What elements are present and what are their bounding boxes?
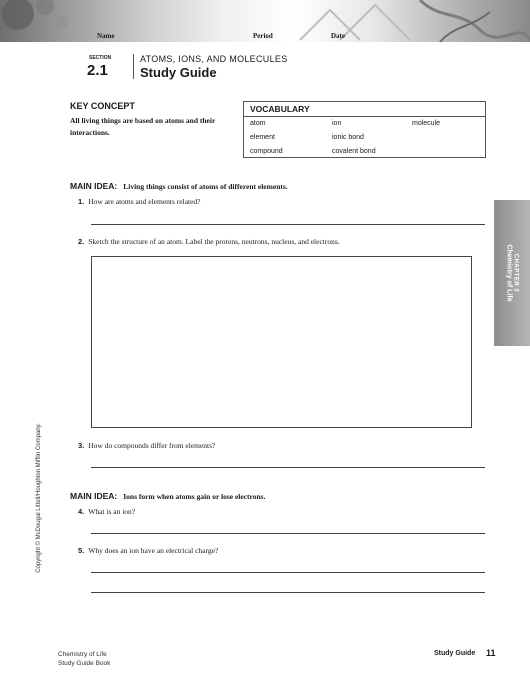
vocab-term: covalent bond — [332, 148, 376, 155]
answer-line-5b[interactable] — [91, 592, 485, 593]
main-idea-label: MAIN IDEA: — [70, 491, 118, 501]
question-text: How do compounds differ from elements? — [88, 441, 216, 450]
footer-book-info — [58, 650, 110, 668]
answer-line-1[interactable] — [91, 224, 485, 225]
vocab-term: ionic bond — [332, 134, 364, 141]
answer-line-3[interactable] — [91, 467, 485, 468]
page-title: Study Guide — [140, 65, 217, 80]
main-idea-label: MAIN IDEA: — [70, 181, 118, 191]
vocab-term: element — [250, 134, 275, 141]
vocabulary-box — [243, 101, 486, 158]
answer-line-4[interactable] — [91, 533, 485, 534]
main-idea-text: Ions form when atoms gain or lose electrons. — [123, 492, 266, 501]
question-text: Sketch the structure of an atom. Label the protons, neutrons, nucleus, and electrons. — [88, 237, 340, 246]
chapter-title: Chemistry of Life — [505, 244, 513, 302]
vocabulary-heading: VOCABULARY — [250, 104, 310, 114]
chapter-tab-text — [506, 244, 519, 301]
vocab-term: atom — [250, 120, 266, 127]
question-1 — [78, 197, 201, 206]
vocab-term: ion — [332, 120, 342, 127]
question-number: 4. — [78, 507, 85, 516]
section-number: 2.1 — [87, 62, 108, 79]
question-4 — [78, 507, 135, 516]
question-number: 1. — [78, 197, 85, 206]
question-text: What is an ion? — [88, 507, 136, 516]
section-divider — [133, 54, 134, 79]
main-idea-text: Living things consist of atoms of different elements. — [123, 182, 288, 191]
footer-book-line: Study Guide Book — [58, 660, 111, 667]
copyright-notice: Copyright © McDougal Littell/Houghton Mifflin Company. — [36, 423, 42, 573]
section-subtitle: ATOMS, IONS, AND MOLECULES — [140, 54, 288, 64]
vocab-term: compound — [250, 148, 283, 155]
footer-label: Study Guide — [434, 650, 476, 657]
question-5 — [78, 546, 218, 555]
sketch-box[interactable] — [91, 256, 472, 428]
question-text: How are atoms and elements related? — [88, 197, 201, 206]
page-number: 11 — [486, 648, 496, 658]
question-text: Why does an ion have an electrical charge? — [88, 546, 219, 555]
vocabulary-divider — [244, 116, 485, 117]
question-3 — [78, 441, 215, 450]
chapter-side-tab — [494, 200, 530, 346]
question-number: 3. — [78, 441, 85, 450]
name-label: Name — [97, 32, 115, 40]
date-label: Date — [331, 32, 345, 40]
question-number: 5. — [78, 546, 85, 555]
main-idea-1 — [70, 181, 288, 191]
vocab-term: molecule — [412, 120, 441, 127]
section-label: SECTION — [89, 55, 112, 61]
question-2 — [78, 237, 340, 246]
question-number: 2. — [78, 237, 85, 246]
main-idea-2 — [70, 491, 265, 501]
key-concept-text: All living things are based on atoms and their interactions. — [70, 116, 216, 137]
key-concept-heading: KEY CONCEPT — [70, 101, 135, 111]
answer-line-5a[interactable] — [91, 572, 485, 573]
footer-book-line: Chemistry of Life — [58, 651, 107, 658]
chapter-label: CHAPTER 2 — [512, 253, 519, 293]
period-label: Period — [253, 32, 273, 40]
